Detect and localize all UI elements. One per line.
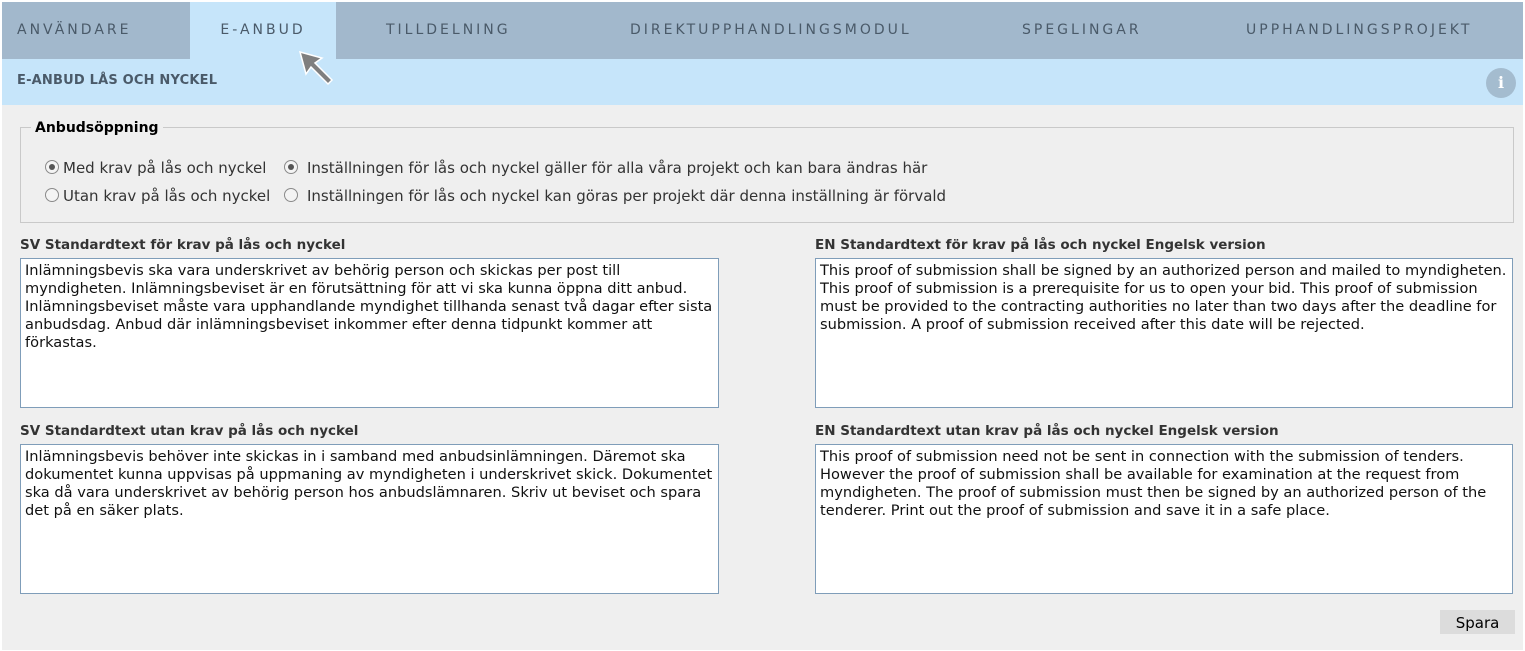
en-with-textarea[interactable]: This proof of submission shall be signed by an authorized person and mailed to myndigheten. This proof of submission is a prerequisite for us to open your bid. This proof of submission must be provided to the contracting authorities no later than two days after the deadline for submission. A proof of submission received after this date will be rejected. (815, 258, 1513, 408)
tab-speglingar[interactable]: SPEGLINGAR (1022, 22, 1142, 38)
save-button[interactable]: Spara (1440, 610, 1515, 634)
main-tab-bar (2, 2, 1523, 59)
page-frame (2, 2, 1523, 650)
radio-without-lock-and-key[interactable] (45, 188, 59, 202)
tab-direktupphandlingsmodul[interactable]: DIREKTUPPHANDLINGSMODUL (630, 22, 912, 38)
radio-with-lock-and-key[interactable] (45, 160, 59, 174)
radio-with-lock-and-key-label[interactable]: Med krav på lås och nyckel (63, 159, 267, 177)
tab-e-anbud[interactable]: E-ANBUD (190, 2, 336, 59)
info-icon[interactable]: i (1486, 68, 1516, 98)
tab-tilldelning[interactable]: TILLDELNING (386, 22, 511, 38)
en-without-textarea[interactable]: This proof of submission need not be sent in connection with the submission of tenders. However the proof of submission shall be available for examination at the request from myndigheten. The proof of submission must then be signed by an authorized person of the tenderer. Print out the proof of submission and save it in a safe place. (815, 444, 1513, 594)
radio-without-lock-and-key-label[interactable]: Utan krav på lås och nyckel (63, 187, 271, 205)
tab-anvandare[interactable]: ANVÄNDARE (17, 22, 132, 38)
en-without-text-label: EN Standardtext utan krav på lås och nyckel Engelsk version (815, 423, 1279, 439)
sv-with-textarea[interactable]: Inlämningsbevis ska vara underskrivet av behörig person och skickas per post till myndigheten. Inlämningsbeviset är en förutsättning för att vi ska kunna öppna ditt anbud. Inlämningsbeviset måste vara upphandlande myndighet tillhanda senast två dagar efter sista anbudsdag. Anbud där inlämningsbeviset inkommer efter denna tidpunkt kommer att förkastas. (20, 258, 719, 408)
sv-with-text-label: SV Standardtext för krav på lås och nyckel (20, 237, 346, 253)
radio-setting-all-projects-label[interactable]: Inställningen för lås och nyckel gäller för alla våra projekt och kan bara ändras här (307, 159, 928, 177)
bid-opening-fieldset (20, 120, 1514, 223)
section-header (2, 59, 1523, 105)
radio-setting-per-project[interactable] (284, 188, 298, 202)
sv-without-text-label: SV Standardtext utan krav på lås och nyckel (20, 423, 359, 439)
radio-setting-per-project-label[interactable]: Inställningen för lås och nyckel kan göras per projekt där denna inställning är förvald (307, 187, 947, 205)
fieldset-legend: Anbudsöppning (31, 120, 163, 136)
radio-setting-all-projects[interactable] (284, 160, 298, 174)
sv-without-textarea[interactable]: Inlämningsbevis behöver inte skickas in i samband med anbudsinlämningen. Däremot ska dokumentet kunna uppvisas på uppmaning av myndigheten i underskrivet skick. Dokumentet ska då vara underskrivet av behörig person hos anbudslämnaren. Skriv ut beviset och spara det på en säker plats. (20, 444, 719, 594)
en-with-text-label: EN Standardtext för krav på lås och nyckel Engelsk version (815, 237, 1266, 253)
tab-upphandlingsprojekt[interactable]: UPPHANDLINGSPROJEKT (1246, 22, 1473, 38)
mouse-cursor-icon (298, 50, 338, 86)
section-title: E-ANBUD LÅS OCH NYCKEL (17, 73, 218, 88)
